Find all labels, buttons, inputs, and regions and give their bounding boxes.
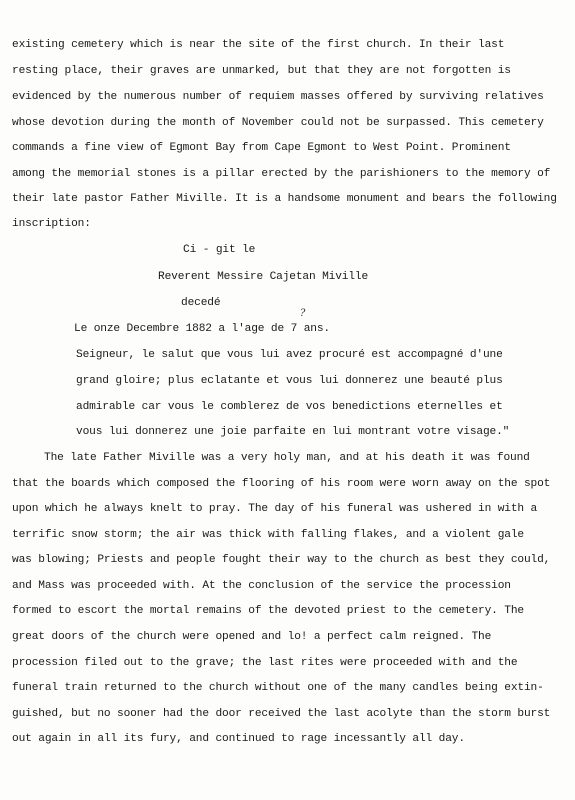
text-line: guished, but no sooner had the door received the last acolyte than the storm burst [12, 708, 551, 720]
text-line: and Mass was proceeded with. At the conclusion of the service the procession [12, 580, 511, 592]
inscription-line: grand gloire; plus eclatante et vous lui donnerez une beauté plus [76, 375, 503, 387]
text-line: was blowing; Priests and people fought their way to the church as best they could, [12, 554, 551, 566]
inscription-line: admirable car vous le comblerez de vos benedictions eternelles et [76, 401, 503, 413]
text-line: great doors of the church were opened and lo! a perfect calm reigned. The [12, 631, 492, 643]
text-line: evidenced by the numerous number of requiem masses offered by surviving relatives [12, 91, 544, 103]
text-line: existing cemetery which is near the site of the first church. In their last [12, 39, 505, 51]
text-line: whose devotion during the month of November could not be surpassed. This cemetery [12, 117, 544, 129]
text-line: terrific snow storm; the air was thick with falling flakes, and a violent gale [12, 529, 524, 541]
text-line: procession filed out to the grave; the last rites were proceeded with and the [12, 657, 518, 669]
text-line: out again in all its fury, and continued to rage incessantly all day. [12, 733, 465, 745]
handwritten-question-mark: ? [300, 308, 306, 319]
text-line: among the memorial stones is a pillar erected by the parishioners to the memory of [12, 168, 551, 180]
inscription-heading: decedé [181, 297, 221, 309]
text-line: funeral train returned to the church without one of the many candles being extin- [12, 682, 544, 694]
inscription-line: vous lui donnerez une joie parfaite en lui montrant votre visage." [76, 426, 510, 438]
text-line: that the boards which composed the flooring of his room were worn away on the spot [12, 478, 551, 490]
text-line: inscription: [12, 218, 91, 230]
text-line: resting place, their graves are unmarked, but that they are not forgotten is [12, 65, 511, 77]
text-line: commands a fine view of Egmont Bay from Cape Egmont to West Point. Prominent [12, 142, 511, 154]
text-line: The late Father Miville was a very holy man, and at his death it was found [44, 452, 530, 464]
inscription-heading: Reverent Messire Cajetan Miville [158, 271, 369, 283]
text-line: their late pastor Father Miville. It is a handsome monument and bears the following [12, 193, 557, 205]
text-line: upon which he always knelt to pray. The day of his funeral was ushered in with a [12, 503, 538, 515]
inscription-line: Seigneur, le salut que vous lui avez procuré est accompagné d'une [76, 349, 503, 361]
text-line: formed to escort the mortal remains of the devoted priest to the cemetery. The [12, 605, 524, 617]
inscription-heading: Ci - git le [183, 244, 256, 256]
inscription-line: Le onze Decembre 1882 a l'age de 7 ans. [74, 323, 330, 335]
